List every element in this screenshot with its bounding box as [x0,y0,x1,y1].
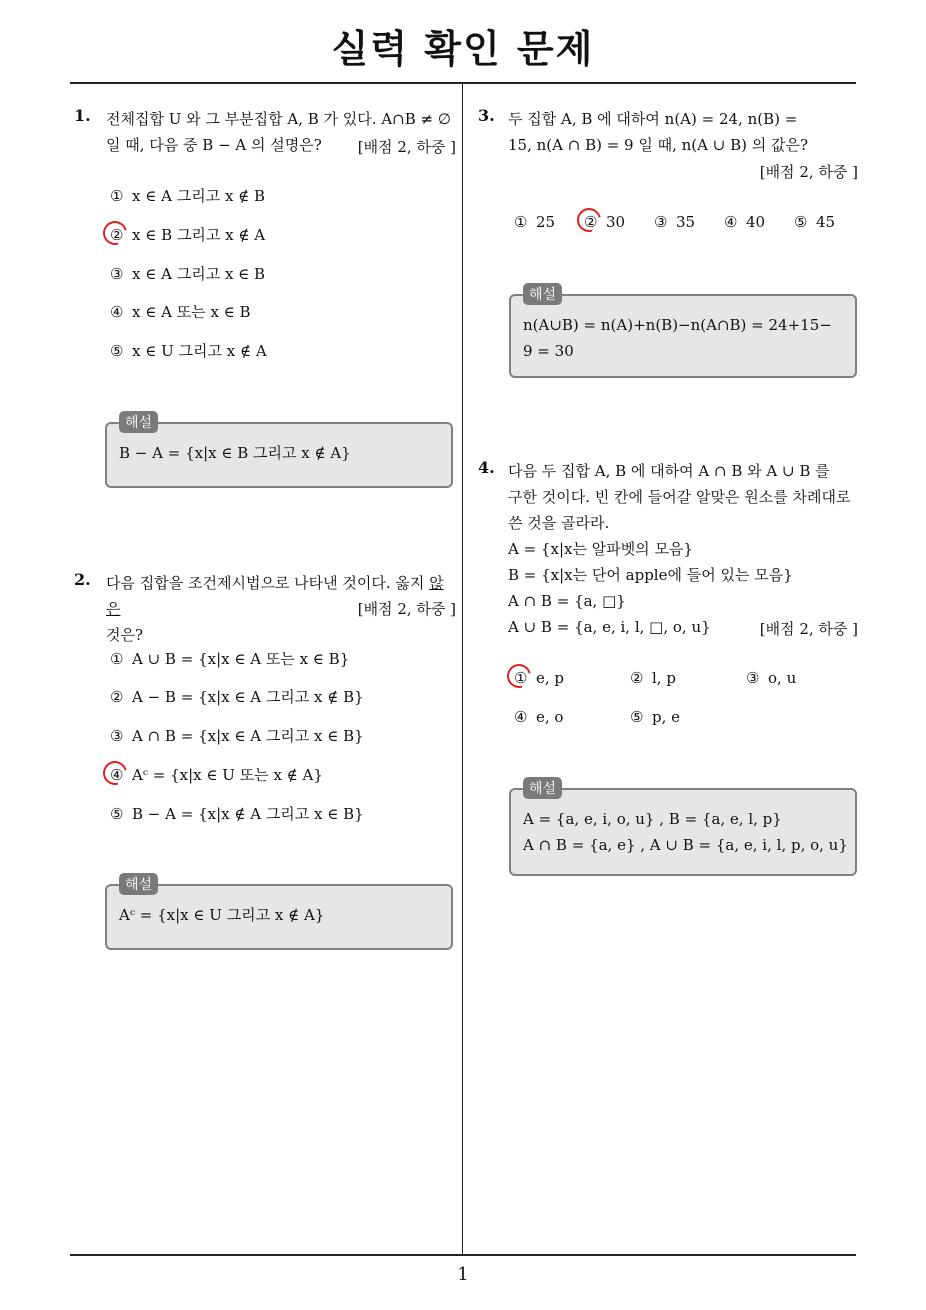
choice-number: ③ [110,727,124,745]
choice-4[interactable] [110,300,251,324]
question-text [508,458,858,640]
choice-number [514,666,536,690]
question-text [508,106,858,158]
choice-4[interactable] [514,705,563,729]
bottom-rule [70,1254,856,1256]
solution-line: n(A∪B) = n(A)+n(B)−n(A∩B) = 24+15− [523,316,832,334]
question-emphasis: 않은 [106,574,444,618]
solution-line: A = {a, e, i, o, u} , B = {a, e, l, p} [523,810,782,828]
choice-number: ④ [514,708,528,726]
choice-text: l, p [652,669,676,687]
question-number: 1. [74,106,91,125]
question-number: 2. [74,570,91,589]
answer-mark-icon [99,757,132,790]
set-definition: B = {x|x는 단어 apple에 들어 있는 모음} [508,566,793,584]
choice-number: ③ [654,213,668,231]
choice-3[interactable] [654,210,695,234]
solution-line: A ∩ B = {a, e} , A ∪ B = {a, e, i, l, p, o, u} [523,836,848,854]
choice-text: e, o [536,708,564,726]
choice-number: ① [110,650,124,668]
choice-number-text: ② [110,226,124,244]
choice-text: B − A = {x|x ∉ A 그리고 x ∈ B} [132,805,364,823]
solution-box [105,415,453,488]
answer-mark-icon [503,660,536,693]
choice-text: A − B = {x|x ∈ A 그리고 x ∉ B} [132,688,364,706]
choice-text: Aᶜ = {x|x ∈ U 또는 x ∉ A} [132,766,323,784]
solution-tag: 해설 [523,283,562,305]
choice-1[interactable] [110,647,349,671]
choice-number-text: ① [514,669,528,687]
question-line: 일 때, 다음 중 B − A 의 설명은? [106,136,322,154]
choice-2[interactable] [110,685,364,709]
solution-text [523,806,848,858]
choice-text: x ∈ A 그리고 x ∈ B [132,265,266,283]
choice-number: ③ [110,265,124,283]
choice-text: 25 [536,213,556,231]
choice-number: ③ [746,669,760,687]
choice-number: ② [110,688,124,706]
choice-5[interactable] [110,339,267,363]
set-definition: A ∩ B = {a, □} [508,592,626,610]
choice-text: x ∈ A 또는 x ∈ B [132,303,251,321]
score-meta: [배점 2, 하중 ] [357,600,456,618]
question-line: 구한 것이다. 빈 칸에 들어갈 알맞은 원소를 차례대로 [508,488,851,506]
question-number: 3. [478,106,495,125]
score-meta: [배점 2, 하중 ] [357,138,456,156]
choice-5[interactable] [630,705,680,729]
question-line: 쓴 것을 골라라. [508,514,610,532]
choice-text: 35 [676,213,696,231]
solution-text: B − A = {x|x ∈ B 그리고 x ∉ A} [119,444,351,462]
solution-text: Aᶜ = {x|x ∈ U 그리고 x ∉ A} [119,906,325,924]
choice-text: A ∪ B = {x|x ∈ A 또는 x ∈ B} [132,650,350,668]
choice-number: ⑤ [630,708,644,726]
page-title: 실력 확인 문제 [331,27,595,71]
choice-text: 30 [606,213,626,231]
choice-number: ② [630,669,644,687]
choice-text: o, u [768,669,797,687]
solution-tag: 해설 [523,777,562,799]
choice-2[interactable] [584,210,625,234]
page-number: 1 [457,1264,469,1285]
choice-3[interactable] [746,666,796,690]
choice-text: 40 [746,213,766,231]
answer-mark-icon [573,204,606,237]
column-divider [462,84,463,1256]
question-4 [478,458,858,878]
question-line: 전체집합 U 와 그 부분집합 A, B 가 있다. A∩B ≠ ∅ [106,110,451,128]
top-rule [70,82,856,84]
solution-line: 9 = 30 [523,342,574,360]
choice-2[interactable] [110,223,265,247]
choice-number-text: ② [584,213,598,231]
choice-3[interactable] [110,262,265,286]
choice-number-text: ④ [110,766,124,784]
question-2 [74,570,456,960]
choice-1[interactable] [514,666,564,690]
choice-1[interactable] [110,184,265,208]
score-meta: [배점 2, 하중 ] [759,620,858,638]
choice-5[interactable] [794,210,835,234]
choice-2[interactable] [630,666,676,690]
choice-number: ① [514,213,528,231]
solution-box [509,781,857,876]
choice-number: ① [110,187,124,205]
solution-tag: 해설 [119,873,158,895]
choice-number: ⑤ [110,805,124,823]
choice-text: x ∈ U 그리고 x ∉ A [132,342,267,360]
solution-tag: 해설 [119,411,158,433]
choice-3[interactable] [110,724,364,748]
choice-text: 45 [816,213,836,231]
choice-text: p, e [652,708,681,726]
choice-4[interactable] [724,210,765,234]
score-meta: [배점 2, 하중 ] [759,163,858,181]
solution-box [105,877,453,950]
question-line-part: 다음 집합을 조건제시법으로 나타낸 것이다. 옳지 [106,574,430,592]
choice-1[interactable] [514,210,555,234]
choice-number: ⑤ [794,213,808,231]
set-definition: A = {x|x는 알파벳의 모음} [508,540,693,558]
solution-box [509,287,857,378]
choice-number [110,763,132,787]
choice-text: e, p [536,669,565,687]
choice-text: x ∈ B 그리고 x ∉ A [132,226,266,244]
question-line: 것은? [106,626,144,644]
choice-number [110,223,132,247]
choice-4[interactable] [110,763,323,787]
question-line: 다음 두 집합 A, B 에 대하여 A ∩ B 와 A ∪ B 를 [508,462,830,480]
question-number: 4. [478,458,495,477]
choice-5[interactable] [110,802,364,826]
question-line: 두 집합 A, B 에 대하여 n(A) = 24, n(B) = [508,110,798,128]
choice-number: ④ [110,303,124,321]
question-line: 15, n(A ∩ B) = 9 일 때, n(A ∪ B) 의 값은? [508,136,809,154]
answer-mark-icon [99,217,132,250]
question-1 [74,106,456,506]
choice-number: ④ [724,213,738,231]
choice-text: A ∩ B = {x|x ∈ A 그리고 x ∈ B} [132,727,364,745]
question-3 [478,106,858,386]
choice-number [584,210,606,234]
choice-text: x ∈ A 그리고 x ∉ B [132,187,266,205]
solution-text [523,312,832,364]
choice-number: ⑤ [110,342,124,360]
set-definition: A ∪ B = {a, e, i, l, □, o, u} [508,618,711,636]
